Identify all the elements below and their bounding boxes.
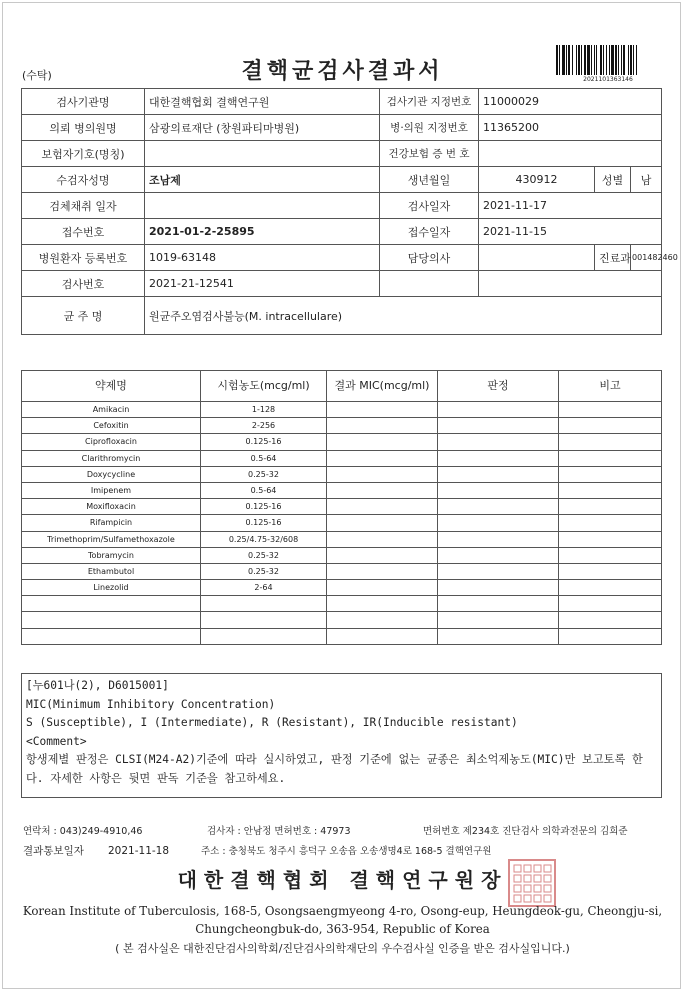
drug-name: Linezolid	[22, 580, 201, 596]
comment-box	[21, 673, 662, 798]
drug-row	[22, 499, 662, 515]
comment-mic-definition: MIC(Minimum Inhibitory Concentration)	[26, 697, 276, 711]
test-date-label: 검사일자	[380, 193, 479, 219]
drug-name: Rifampicin	[22, 515, 201, 531]
drug-interpretation	[438, 531, 559, 547]
institution-value: 대한결핵협회 결핵연구원	[145, 89, 380, 115]
drug-test-range: 0.25-32	[201, 563, 327, 579]
info-row-species	[22, 297, 662, 335]
drug-susceptibility-table	[21, 370, 662, 645]
header-interpretation: 판정	[438, 371, 559, 402]
drug-test-range	[201, 628, 327, 644]
drug-name: Ethambutol	[22, 563, 201, 579]
insurance-no-value	[479, 141, 662, 167]
drug-interpretation	[438, 434, 559, 450]
sex-label: 성별	[595, 167, 631, 193]
drug-interpretation	[438, 628, 559, 644]
header-remarks: 비고	[559, 371, 662, 402]
drug-name: Ciprofloxacin	[22, 434, 201, 450]
drug-test-range: 0.125-16	[201, 515, 327, 531]
drug-interpretation	[438, 466, 559, 482]
patient-info-table	[21, 88, 678, 335]
drug-name: Cefoxitin	[22, 418, 201, 434]
test-no-blank-2	[479, 271, 662, 297]
reception-no-value: 2021-01-2-25895	[145, 219, 380, 245]
barcode	[556, 45, 660, 75]
info-row-hospital	[22, 115, 662, 141]
drug-mic-result	[327, 596, 438, 612]
drug-mic-result	[327, 499, 438, 515]
drug-interpretation	[438, 402, 559, 418]
hospital-code-label: 병·의원 지정번호	[380, 115, 479, 141]
institution-code-value: 11000029	[479, 89, 662, 115]
drug-remarks	[559, 596, 662, 612]
species-value: 원균주오염검사불능(M. intracellulare)	[145, 297, 662, 335]
drug-test-range: 2-64	[201, 580, 327, 596]
institution-code-label: 검사기관 지정번호	[380, 89, 479, 115]
drug-remarks	[559, 628, 662, 644]
hospital-label: 의뢰 병의원명	[22, 115, 145, 141]
drug-interpretation	[438, 482, 559, 498]
institution-label: 검사기관명	[22, 89, 145, 115]
drug-mic-result	[327, 612, 438, 628]
drug-row	[22, 547, 662, 563]
drug-row	[22, 418, 662, 434]
drug-row	[22, 450, 662, 466]
drug-mic-result	[327, 434, 438, 450]
comment-code: [누601나(2), D6015001]	[26, 679, 169, 692]
drug-remarks	[559, 450, 662, 466]
address-en: Korean Institute of Tuberculosis, 168-5, Osongsaengmyeong 4-ro, Osong-eup, Heungdeok-gu, Cheongju-si, Chungcheongbuk-do, 363-954, Republic of Korea	[22, 904, 663, 936]
drug-remarks	[559, 499, 662, 515]
drug-name: Tobramycin	[22, 547, 201, 563]
drug-name	[22, 596, 201, 612]
drug-test-range: 0.25/4.75-32/608	[201, 531, 327, 547]
drug-row	[22, 466, 662, 482]
hospital-code-value: 11365200	[479, 115, 662, 141]
info-row-test-no	[22, 271, 662, 297]
doctor-value	[479, 245, 595, 271]
comment-text: 항생제별 판정은 CLSI(M24-A2)기준에 따라 실시하였고, 판정 기준에 없는 균종은 최소억제농도(MIC)만 보고토록 한다. 자세한 사항은 뒷면 판독 기준을 참고하세요.	[26, 753, 643, 785]
insurer-label: 보험자기호(명칭)	[22, 141, 145, 167]
drug-remarks	[559, 418, 662, 434]
info-row-registration	[22, 245, 662, 271]
birth-label: 생년월일	[380, 167, 479, 193]
dept-value: 001482460	[631, 245, 662, 271]
drug-interpretation	[438, 596, 559, 612]
drug-remarks	[559, 515, 662, 531]
drug-row	[22, 531, 662, 547]
species-label: 균 주 명	[22, 297, 145, 335]
report-date: 2021-11-18	[108, 845, 170, 857]
info-row-reception	[22, 219, 662, 245]
patient-name-label: 수검자성명	[22, 167, 145, 193]
official-seal	[507, 858, 557, 908]
header-range: 시험농도(mcg/ml)	[201, 371, 327, 402]
drug-interpretation	[438, 418, 559, 434]
drug-interpretation	[438, 580, 559, 596]
header-mic: 결과 MIC(mcg/ml)	[327, 371, 438, 402]
drug-table-header	[22, 371, 662, 402]
drug-remarks	[559, 482, 662, 498]
drug-interpretation	[438, 563, 559, 579]
drug-name	[22, 612, 201, 628]
reception-no-label: 접수번호	[22, 219, 145, 245]
dept-label: 진료과	[595, 245, 631, 271]
info-row-dates	[22, 193, 662, 219]
drug-mic-result	[327, 466, 438, 482]
test-no-label: 검사번호	[22, 271, 145, 297]
collect-date-value	[145, 193, 380, 219]
test-no-value: 2021-21-12541	[145, 271, 380, 297]
drug-interpretation	[438, 547, 559, 563]
info-row-institution	[22, 89, 662, 115]
comment-heading: <Comment>	[26, 734, 87, 748]
report-date-label: 결과통보일자	[23, 845, 84, 857]
test-date-value: 2021-11-17	[479, 193, 662, 219]
drug-remarks	[559, 402, 662, 418]
address-ko: 주소 : 충청북도 청주시 흥덕구 오송읍 오송생명4로 168-5 결핵연구원	[201, 846, 492, 857]
comment-legend: S (Susceptible), I (Intermediate), R (Resistant), IR(Inducible resistant)	[26, 716, 518, 729]
drug-mic-result	[327, 531, 438, 547]
drug-interpretation	[438, 515, 559, 531]
collect-date-label: 검체채취 일자	[22, 193, 145, 219]
drug-row	[22, 580, 662, 596]
license: 면허번호 제234호 진단검사 의학과전문의 김희준	[423, 826, 628, 837]
drug-mic-result	[327, 580, 438, 596]
institute-name: 대한결핵협회 결핵연구원장	[177, 868, 508, 892]
hospital-reg-value: 1019-63148	[145, 245, 380, 271]
drug-mic-result	[327, 402, 438, 418]
document-title: 결핵균검사결과서	[241, 59, 444, 84]
hospital-reg-label: 병원환자 등록번호	[22, 245, 145, 271]
drug-test-range: 0.5-64	[201, 482, 327, 498]
drug-row	[22, 612, 662, 628]
insurance-no-label: 건강보험 증 번 호	[380, 141, 479, 167]
drug-row	[22, 596, 662, 612]
drug-name: Doxycycline	[22, 466, 201, 482]
drug-name: Amikacin	[22, 402, 201, 418]
drug-mic-result	[327, 628, 438, 644]
doctor-label: 담당의사	[380, 245, 479, 271]
drug-test-range: 1-128	[201, 402, 327, 418]
drug-test-range: 0.25-32	[201, 547, 327, 563]
drug-name: Clarithromycin	[22, 450, 201, 466]
reception-date-label: 접수일자	[380, 219, 479, 245]
drug-mic-result	[327, 547, 438, 563]
drug-test-range	[201, 612, 327, 628]
drug-name: Trimethoprim/Sulfamethoxazole	[22, 531, 201, 547]
drug-test-range: 0.125-16	[201, 499, 327, 515]
drug-row	[22, 515, 662, 531]
drug-remarks	[559, 580, 662, 596]
drug-row	[22, 482, 662, 498]
drug-remarks	[559, 466, 662, 482]
drug-interpretation	[438, 612, 559, 628]
contact: 연락처 : 043)249-4910,46	[23, 826, 143, 837]
header-drug: 약제명	[22, 371, 201, 402]
drug-remarks	[559, 563, 662, 579]
certification-note: ( 본 검사실은 대한진단검사의학회/진단검사의학재단의 우수검사실 인증을 받은 검사실입니다.)	[115, 942, 570, 955]
patient-name-value: 조남제	[145, 167, 380, 193]
drug-remarks	[559, 547, 662, 563]
reception-date-value: 2021-11-15	[479, 219, 662, 245]
drug-remarks	[559, 531, 662, 547]
drug-mic-result	[327, 482, 438, 498]
drug-row	[22, 402, 662, 418]
drug-test-range	[201, 596, 327, 612]
test-no-blank-1	[380, 271, 479, 297]
drug-interpretation	[438, 499, 559, 515]
drug-test-range: 0.5-64	[201, 450, 327, 466]
sex-value: 남	[631, 167, 662, 193]
drug-interpretation	[438, 450, 559, 466]
tester: 검사자 : 안남정 면허번호 : 47973	[207, 826, 351, 837]
info-row-insurance	[22, 141, 662, 167]
drug-mic-result	[327, 563, 438, 579]
drug-name	[22, 628, 201, 644]
drug-name: Moxifloxacin	[22, 499, 201, 515]
drug-row	[22, 628, 662, 644]
drug-remarks	[559, 612, 662, 628]
drug-name: Imipenem	[22, 482, 201, 498]
drug-mic-result	[327, 450, 438, 466]
drug-test-range: 0.25-32	[201, 466, 327, 482]
hospital-value: 삼광의료재단 (창원파티마병원)	[145, 115, 380, 141]
drug-test-range: 2-256	[201, 418, 327, 434]
barcode-number: 2021101363146	[583, 76, 633, 83]
birth-value: 430912	[479, 167, 595, 193]
drug-mic-result	[327, 515, 438, 531]
drug-row	[22, 434, 662, 450]
drug-remarks	[559, 434, 662, 450]
copy-mark: (수탁)	[22, 69, 52, 82]
drug-test-range: 0.125-16	[201, 434, 327, 450]
drug-row	[22, 563, 662, 579]
insurer-value	[145, 141, 380, 167]
drug-mic-result	[327, 418, 438, 434]
info-row-patient	[22, 167, 662, 193]
